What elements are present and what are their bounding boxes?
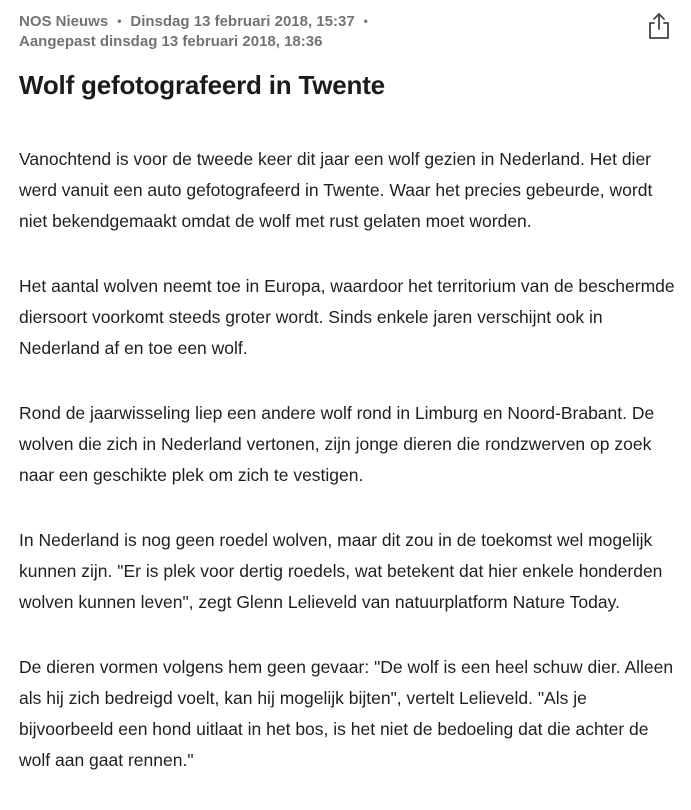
paragraph: In Nederland is nog geen roedel wolven, maar dit zou in de toekomst wel mogelijk kunnen zijn. "Er is plek voor dertig roedels, wat betekent dat hier enkele honderden wolven kunnen leven", zegt Glenn Lelieveld van natuurplatform Nature Today. xyxy=(19,530,663,612)
paragraph: Het aantal wolven neemt toe in Europa, waardoor het territorium van de beschermde diersoort voorkomt steeds groter wordt. Sinds enkele jaren verschijnt ook in Nederland af en toe een wolf. xyxy=(19,276,675,358)
article-title: Wolf gefotografeerd in Twente xyxy=(19,70,385,100)
article-body xyxy=(19,144,681,810)
updated-date: Aangepast dinsdag 13 februari 2018, 18:36 xyxy=(19,33,323,50)
separator-dot: • xyxy=(117,14,122,28)
published-date: Dinsdag 13 februari 2018, 15:37 xyxy=(130,13,355,30)
separator-dot: • xyxy=(363,14,368,28)
paragraph: De dieren vormen volgens hem geen gevaar: "De wolf is een heel schuw dier. Alleen als hij zich bedreigd voelt, kan hij mogelijk bijten", vertelt Lelieveld. "Als je bijvoorbeeld een hond uitlaat in het bos, is het niet de bedoeling dat die achter de wolf aan gaat rennen." xyxy=(19,657,674,770)
share-button[interactable] xyxy=(646,12,672,40)
article-meta xyxy=(19,11,619,52)
paragraph: Vanochtend is voor de tweede keer dit jaar een wolf gezien in Nederland. Het dier werd vanuit een auto gefotografeerd in Twente. Waar het precies gebeurde, wordt niet bekendgemaakt omdat de wolf met rust gelaten moet worden. xyxy=(19,149,653,231)
paragraph: Rond de jaarwisseling liep een andere wolf rond in Limburg en Noord-Brabant. De wolven die zich in Nederland vertonen, zijn jonge dieren die rondzwerven op zoek naar een geschikte plek om zich te vestigen. xyxy=(19,403,655,485)
share-icon xyxy=(646,12,672,40)
source-label: NOS Nieuws xyxy=(19,13,109,30)
